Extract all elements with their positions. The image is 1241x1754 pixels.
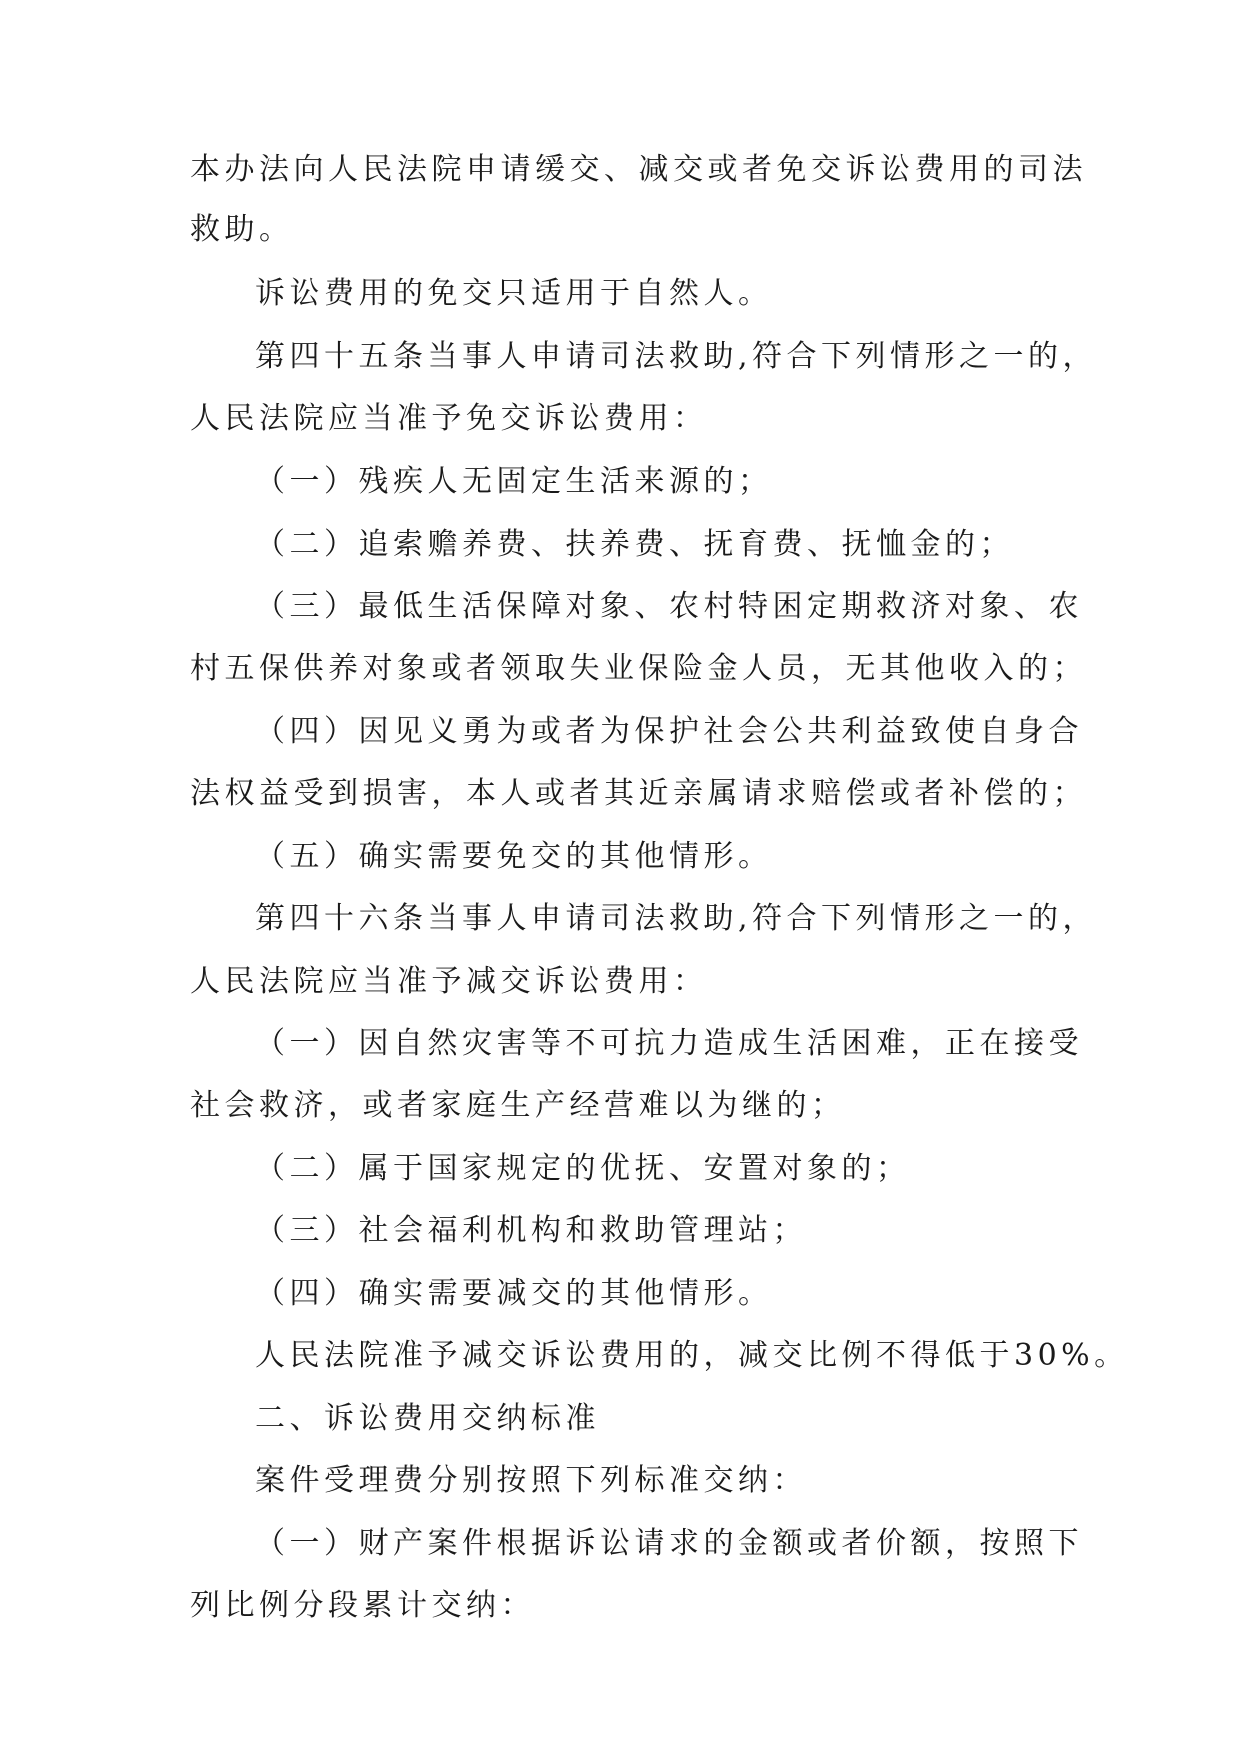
text-line: 诉讼费用的免交只适用于自然人。 xyxy=(255,276,773,311)
text-line: （三）最低生活保障对象、农村特困定期救济对象、农 xyxy=(255,589,1083,624)
text-line: 二、诉讼费用交纳标准 xyxy=(255,1401,600,1436)
text-line: （一）因自然灾害等不可抗力造成生活困难，正在接受 xyxy=(255,1026,1083,1061)
text-line: （二）追索赡养费、扶养费、抚育费、抚恤金的； xyxy=(255,527,1014,562)
text-line: （四）因见义勇为或者为保护社会公共利益致使自身合 xyxy=(255,714,1083,749)
text-line: （三）社会福利机构和救助管理站； xyxy=(255,1213,807,1248)
text-line: 救助。 xyxy=(190,212,294,247)
text-line: （一）残疾人无固定生活来源的； xyxy=(255,464,773,499)
text-line: 人民法院准予减交诉讼费用的，减交比例不得低于30%。 xyxy=(255,1338,1129,1373)
text-line: 人民法院应当准予减交诉讼费用： xyxy=(190,964,708,999)
text-line: 第四十五条当事人申请司法救助,符合下列情形之一的， xyxy=(255,339,1098,374)
text-line: 第四十六条当事人申请司法救助,符合下列情形之一的， xyxy=(255,901,1098,936)
text-line: 列比例分段累计交纳： xyxy=(190,1588,535,1623)
text-line: 社会救济，或者家庭生产经营难以为继的； xyxy=(190,1088,846,1123)
text-line: （四）确实需要减交的其他情形。 xyxy=(255,1276,773,1311)
text-line: 法权益受到损害，本人或者其近亲属请求赔偿或者补偿的； xyxy=(190,776,1087,811)
text-line: 村五保供养对象或者领取失业保险金人员，无其他收入的； xyxy=(190,651,1087,686)
text-line: 本办法向人民法院申请缓交、减交或者免交诉讼费用的司法 xyxy=(190,152,1087,187)
text-line: 案件受理费分别按照下列标准交纳： xyxy=(255,1463,807,1498)
text-line: （二）属于国家规定的优抚、安置对象的； xyxy=(255,1151,911,1186)
text-line: （五）确实需要免交的其他情形。 xyxy=(255,839,773,874)
text-line: 人民法院应当准予免交诉讼费用： xyxy=(190,401,708,436)
text-line: （一）财产案件根据诉讼请求的金额或者价额，按照下 xyxy=(255,1526,1083,1561)
